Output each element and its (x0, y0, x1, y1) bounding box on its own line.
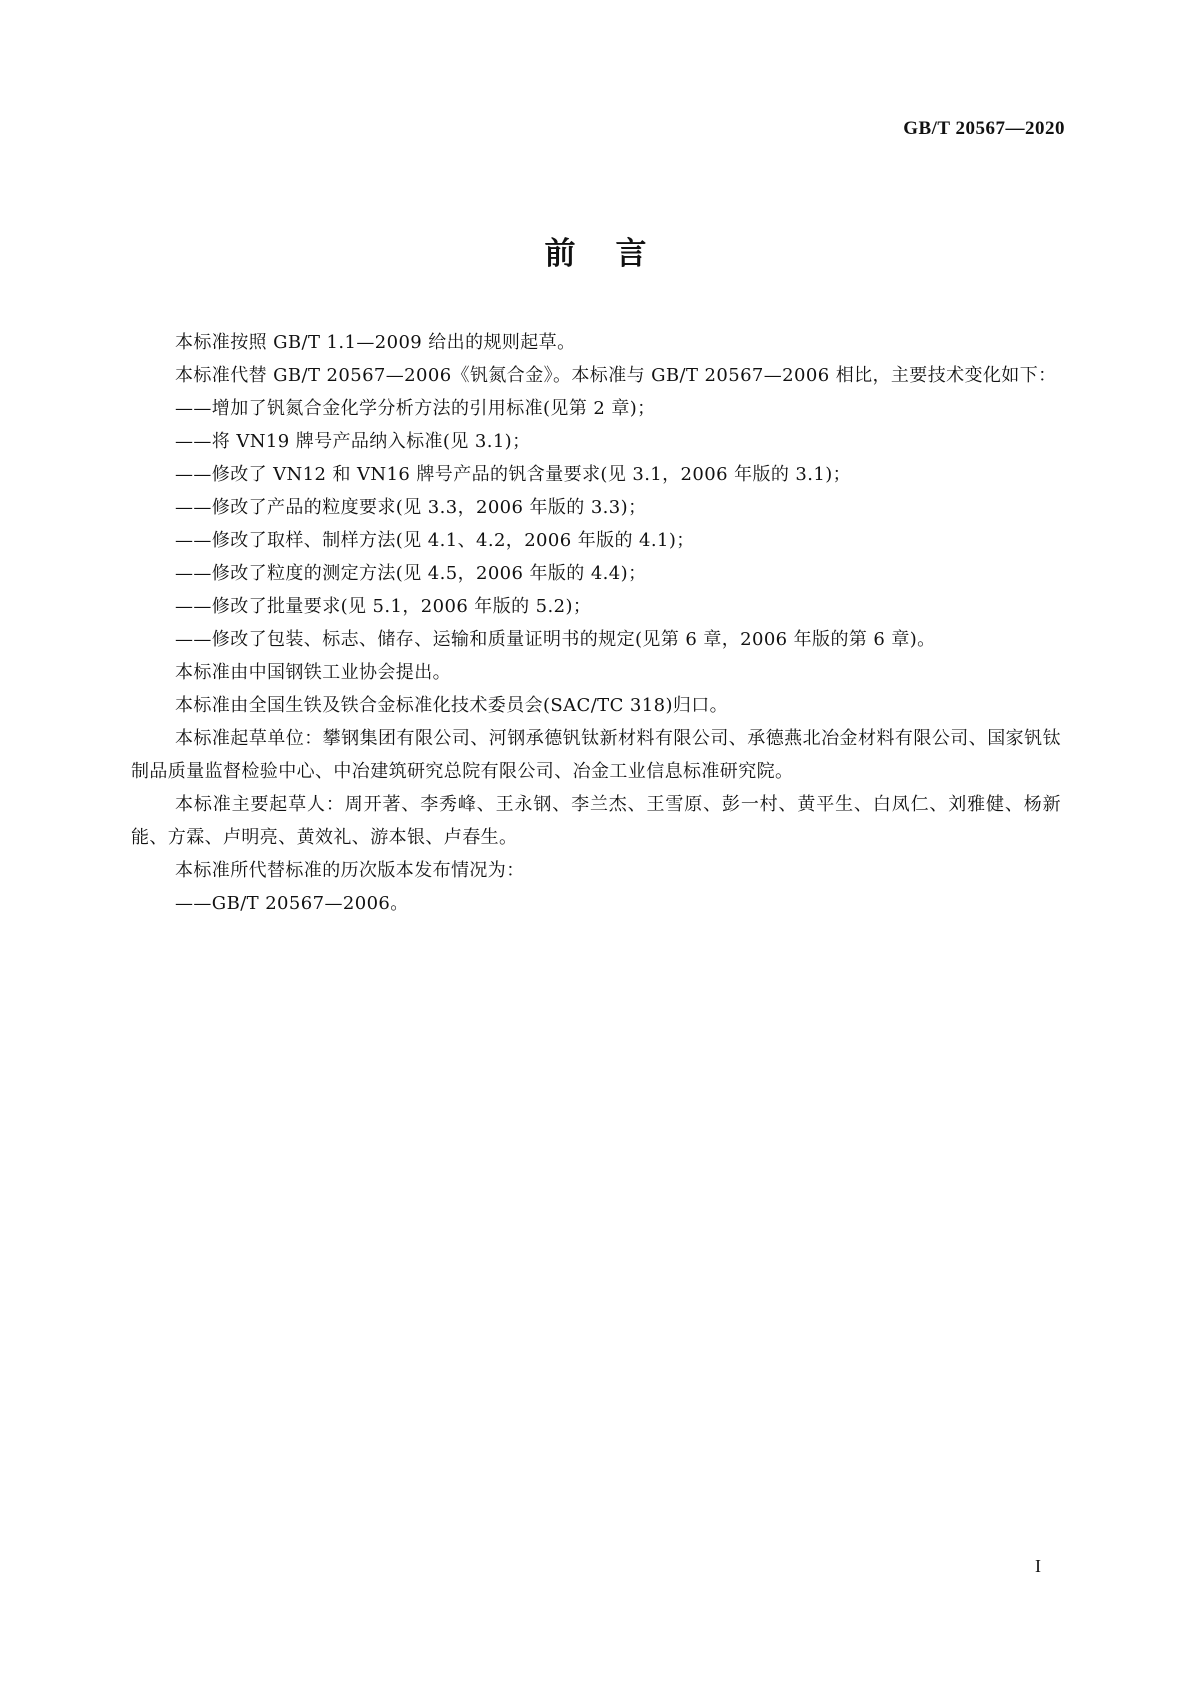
change-item: ——修改了取样、制样方法(见 4.1、4.2，2006 年版的 4.1)； (175, 530, 695, 551)
page-title: 前言 (544, 236, 687, 272)
change-item: ——将 VN19 牌号产品纳入标准(见 3.1)； (175, 431, 531, 452)
change-item: ——修改了批量要求(见 5.1，2006 年版的 5.2)； (175, 596, 592, 617)
foreword-body (131, 326, 1061, 920)
change-item: ——修改了 VN12 和 VN16 牌号产品的钒含量要求(见 3.1，2006 年版的 3.1)； (175, 464, 852, 485)
paragraph: 本标准代替 GB/T 20567—2006《钒氮合金》。本标准与 GB/T 20567—2006 相比，主要技术变化如下： (175, 365, 1057, 386)
change-item: ——修改了粒度的测定方法(见 4.5，2006 年版的 4.4)； (175, 563, 647, 584)
change-item: ——修改了产品的粒度要求(见 3.3，2006 年版的 3.3)； (175, 497, 647, 518)
paragraph: 本标准按照 GB/T 1.1—2009 给出的规则起草。 (175, 332, 576, 353)
paragraph: 本标准由中国钢铁工业协会提出。 (175, 662, 451, 683)
version-item: ——GB/T 20567—2006。 (175, 893, 409, 914)
paragraph: 本标准起草单位：攀钢集团有限公司、河钢承德钒钛新材料有限公司、承德燕北冶金材料有限公司、国家钒钛制品质量监督检验中心、中冶建筑研究总院有限公司、冶金工业信息标准研究院。 (131, 728, 1061, 782)
page-number: I (1035, 1556, 1041, 1576)
document-code: GB/T 20567—2020 (903, 118, 1065, 139)
paragraph: 本标准主要起草人：周开著、李秀峰、王永钢、李兰杰、王雪原、彭一村、黄平生、白凤仁、刘雅健、杨新能、方霖、卢明亮、黄效礼、游本银、卢春生。 (131, 794, 1061, 848)
change-item: ——修改了包装、标志、储存、运输和质量证明书的规定(见第 6 章，2006 年版的第 6 章)。 (175, 629, 936, 650)
paragraph: 本标准由全国生铁及铁合金标准化技术委员会(SAC/TC 318)归口。 (175, 695, 729, 716)
paragraph: 本标准所代替标准的历次版本发布情况为： (175, 860, 525, 881)
change-item: ——增加了钒氮合金化学分析方法的引用标准(见第 2 章)； (175, 398, 656, 419)
